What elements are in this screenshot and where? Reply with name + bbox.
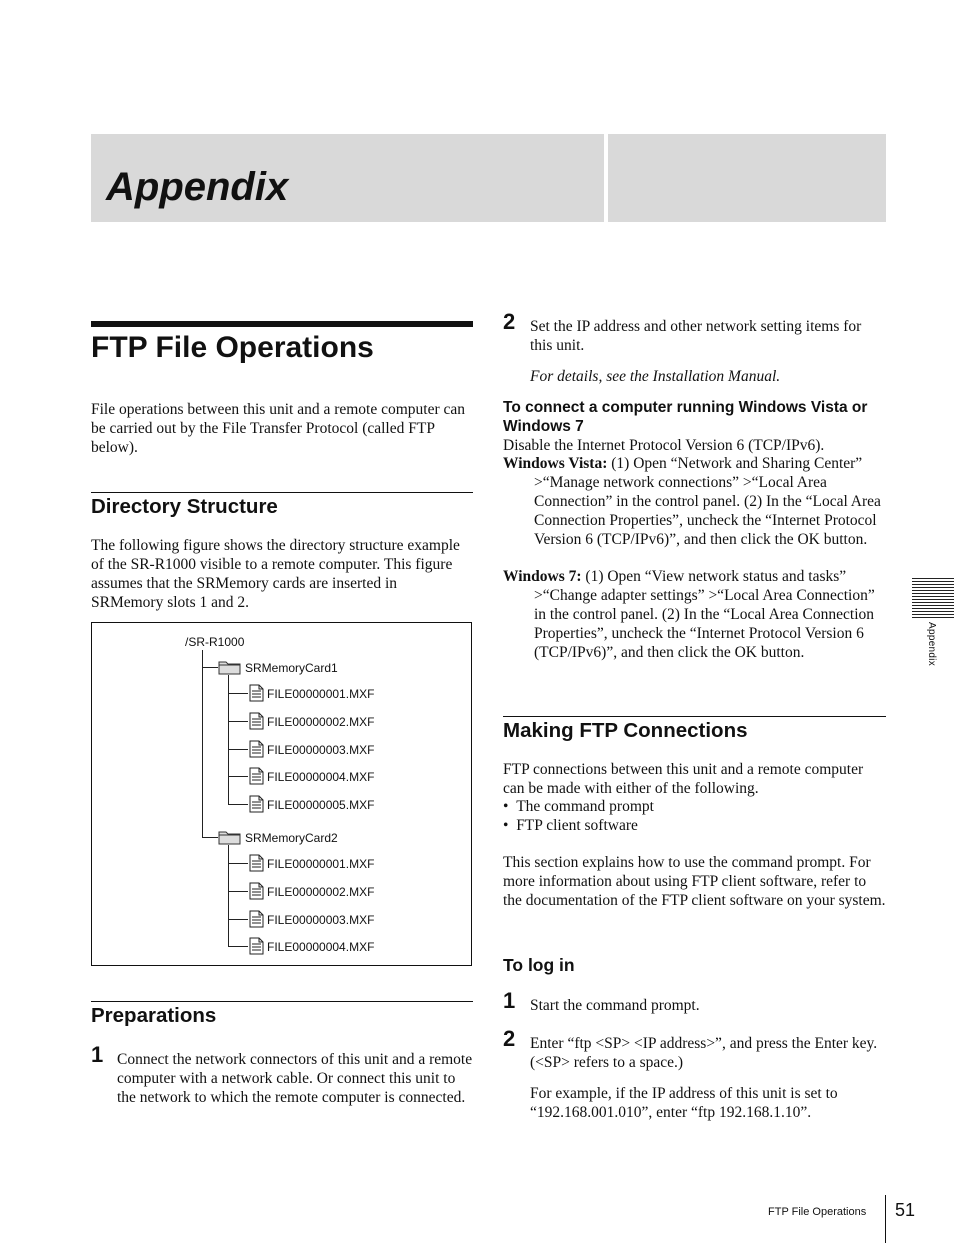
file-label: FILE00000004.MXF	[267, 770, 375, 785]
file-label: FILE00000005.MXF	[267, 798, 375, 813]
chapter-banner-right	[608, 134, 886, 222]
tree-vertical-line	[228, 845, 229, 946]
step-example: For example, if the IP address of this unit is set to “192.168.001.010”, enter “ftp 192.168.1.10”.	[530, 1085, 838, 1121]
file-label: FILE00000001.MXF	[267, 857, 375, 871]
tree-branch-line	[228, 804, 248, 805]
file-icon	[249, 937, 263, 954]
directory-figure	[91, 622, 472, 966]
heading-rule	[91, 1001, 473, 1002]
directory-heading: Directory Structure	[91, 495, 278, 518]
tree-branch-line	[202, 837, 218, 838]
tree-vertical-line	[202, 650, 203, 838]
side-tab-label: Appendix	[926, 622, 937, 667]
chapter-title: Appendix	[106, 165, 289, 209]
tree-branch-line	[228, 693, 248, 694]
file-icon	[249, 882, 263, 899]
folder-label: SRMemoryCard2	[245, 831, 338, 845]
step-text: Connect the network connectors of this unit and a remote computer with a network cable. Or connect this unit to the network to which the remote computer is connected.	[117, 1051, 473, 1106]
footer-section: FTP File Operations	[768, 1206, 867, 1218]
tree-root-label: /SR-R1000	[185, 635, 245, 649]
file-icon	[249, 767, 263, 784]
heading-rule	[91, 492, 473, 493]
tree-branch-line	[228, 891, 248, 892]
file-label: FILE00000002.MXF	[267, 714, 375, 729]
file-icon	[249, 910, 263, 927]
file-label: FILE00000001.MXF	[267, 687, 375, 701]
file-icon	[249, 684, 263, 701]
tree-branch-line	[228, 919, 248, 920]
file-label: FILE00000003.MXF	[267, 742, 375, 757]
windows-heading: To connect a computer running Windows Vista or Windows 7	[503, 399, 868, 435]
vista-instructions	[503, 454, 886, 549]
file-label: FILE00000004.MXF	[267, 940, 375, 955]
directory-paragraph: The following figure shows the directory structure example of the SR-R1000 visible to a remote computer. This figure assumes that the SRMemory cards are inserted in SRMemory slots 1 and 2.	[91, 537, 460, 611]
tree-branch-line	[228, 863, 248, 864]
file-icon	[249, 854, 263, 871]
bullet-text: The command prompt	[516, 798, 654, 815]
ftp-paragraph: This section explains how to use the command prompt. For more information about using FTP client software, refer to the documentation of the FTP client software on your system.	[503, 854, 886, 909]
file-icon	[249, 795, 263, 812]
vista-label: Windows Vista:	[503, 455, 608, 472]
tree-branch-line	[228, 776, 248, 777]
step-text: Set the IP address and other network setting items for this unit.	[530, 318, 862, 354]
folder-label: SRMemoryCard1	[245, 661, 338, 675]
tree-branch-line	[228, 946, 248, 947]
bullet-text: FTP client software	[516, 817, 638, 834]
heading-rule	[503, 716, 886, 717]
step-note: For details, see the Installation Manual.	[530, 368, 781, 385]
ftp-intro: FTP connections between this unit and a remote computer can be made with either of the following.	[503, 761, 864, 797]
file-icon	[249, 712, 263, 729]
ftp-connections-heading: Making FTP Connections	[503, 719, 748, 742]
step-text: Start the command prompt.	[530, 997, 700, 1014]
folder-icon	[218, 830, 241, 844]
section-rule	[91, 321, 473, 327]
vista-text: (1) Open “Network and Sharing Center” >“Manage network connections” >“Local Area Connection” in the control panel. (2) In the “Local Area Connection Properties”, uncheck the “Internet Protocol Version 6 (TCP/IPv6)”, and then click the OK button.	[534, 455, 881, 548]
tree-branch-line	[228, 721, 248, 722]
section-title: FTP File Operations	[91, 331, 374, 364]
preparations-heading: Preparations	[91, 1004, 217, 1027]
win7-instructions	[503, 567, 886, 662]
login-heading: To log in	[503, 955, 575, 975]
side-tab-bars	[912, 578, 954, 619]
windows-intro: Disable the Internet Protocol Version 6 (TCP/IPv6).	[503, 437, 825, 454]
bullet-item: • FTP client software	[503, 817, 638, 834]
tree-branch-line	[228, 749, 248, 750]
bullet-item: • The command prompt	[503, 798, 654, 815]
step-text: Enter “ftp <SP> <IP address>”, and press the Enter key. (<SP> refers to a space.)	[530, 1035, 878, 1071]
file-label: FILE00000003.MXF	[267, 912, 375, 927]
step-number: 2	[503, 1026, 516, 1051]
footer-divider	[885, 1195, 886, 1243]
step-number: 1	[503, 988, 516, 1013]
win7-text: (1) Open “View network status and tasks” >“Change adapter settings” >“Local Area Connection” in the control panel. (2) In the “Local Area Connection Properties”, uncheck the “Internet Protocol Version 6 (TCP/IPv6)”, and then click the OK button.	[534, 568, 875, 661]
intro-paragraph: File operations between this unit and a remote computer can be carried out by the File Transfer Protocol (called FTP below).	[91, 401, 466, 456]
file-label: FILE00000002.MXF	[267, 884, 375, 899]
file-icon	[249, 740, 263, 757]
tree-vertical-line	[228, 675, 229, 804]
page-number: 51	[895, 1200, 916, 1220]
win7-label: Windows 7:	[503, 568, 582, 585]
tree-branch-line	[202, 667, 218, 668]
step-number: 2	[503, 309, 516, 334]
step-number: 1	[91, 1042, 104, 1067]
folder-icon	[218, 660, 241, 674]
